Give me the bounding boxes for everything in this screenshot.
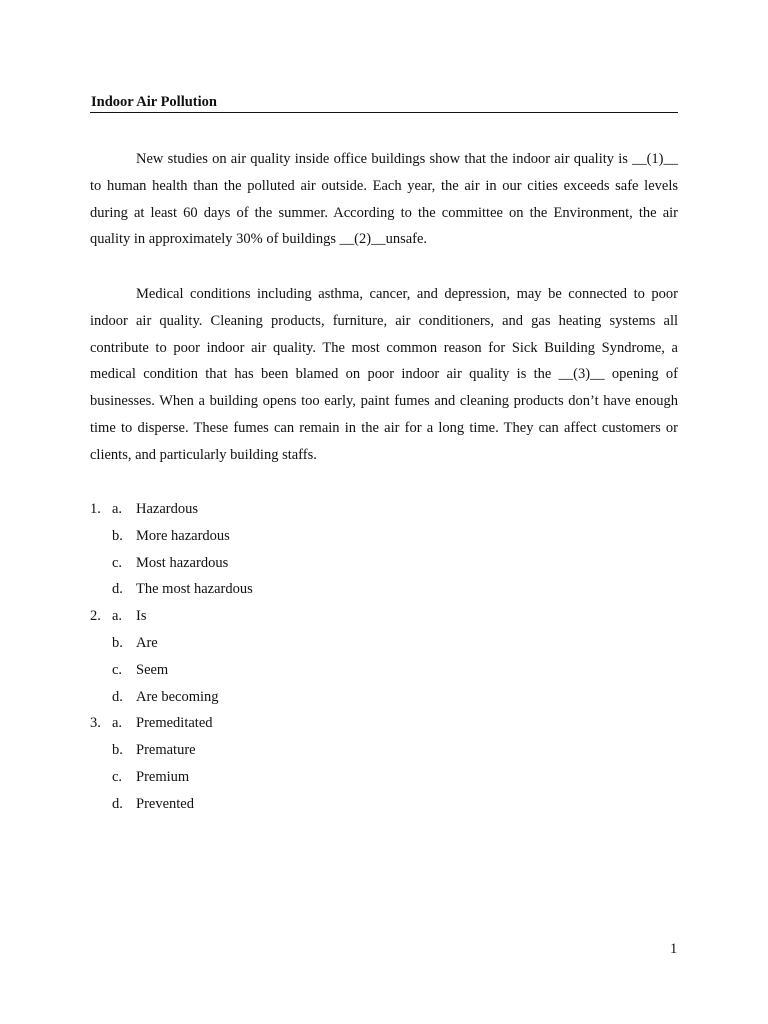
question-2 [90,603,678,705]
option-1b [90,523,490,550]
document-title: Indoor Air Pollution [91,94,217,110]
question-number: 3. [90,715,101,732]
option-letter: b. [112,634,123,651]
option-1d [90,576,490,603]
option-text: Prevented [136,795,194,812]
option-text: Most hazardous [136,554,229,571]
option-letter: a. [112,608,123,625]
option-1c [90,550,490,577]
option-2b [90,630,490,657]
option-letter: a. [112,501,123,517]
option-3c [90,764,490,791]
title-underline [90,112,678,113]
option-text: Is [136,608,147,625]
option-text: Seem [136,661,169,678]
option-3b [90,737,490,764]
option-2d [90,684,490,711]
option-2a [90,603,490,630]
page-number: 1 [670,941,678,957]
question-list [90,496,678,818]
option-text: Premeditated [136,715,213,732]
option-letter: b. [112,527,123,544]
question-1 [90,496,678,598]
option-3a [90,710,490,737]
option-text: Are [136,634,158,651]
option-letter: d. [112,795,123,812]
option-text: Hazardous [136,501,199,517]
option-letter: c. [112,768,123,785]
option-letter: c. [112,554,123,571]
option-text: Premium [136,768,190,785]
question-number: 1. [90,501,101,517]
question-3 [90,710,678,812]
option-letter: d. [112,688,123,705]
option-text: The most hazardous [136,581,253,598]
option-2c [90,657,490,684]
option-letter: c. [112,661,123,678]
option-text: More hazardous [136,527,230,544]
paragraph-2: Medical conditions including asthma, cancer, and depression, may be connected to poor indoor air quality. Cleaning products, furniture, air conditioners, and gas heating systems all contribute to poor indoor air quality. The most common reason for Sick Building Syndrome, a medical condition that has been blamed on poor indoor air quality is the __(3)__ opening of businesses. When a building opens too early, paint fumes and cleaning products don’t have enough time to disperse. These fumes can remain in the air for a long time. They can affect customers or clients, and particularly building staffs. [90,286,678,463]
option-letter: a. [112,715,123,732]
paragraph-1: New studies on air quality inside office buildings show that the indoor air quality is __(1)__ to human health than the polluted air outside. Each year, the air in our cities exceeds safe levels during at least 60 days of the summer. According to the committee on the Environment, the air quality in approximately 30% of buildings __(2)__unsafe. [90,151,678,248]
question-number: 2. [90,608,101,625]
option-text: Are becoming [136,688,219,705]
option-1a [90,496,490,523]
option-3d [90,791,490,818]
option-letter: d. [112,581,123,598]
option-letter: b. [112,742,123,759]
option-text: Premature [136,742,196,759]
